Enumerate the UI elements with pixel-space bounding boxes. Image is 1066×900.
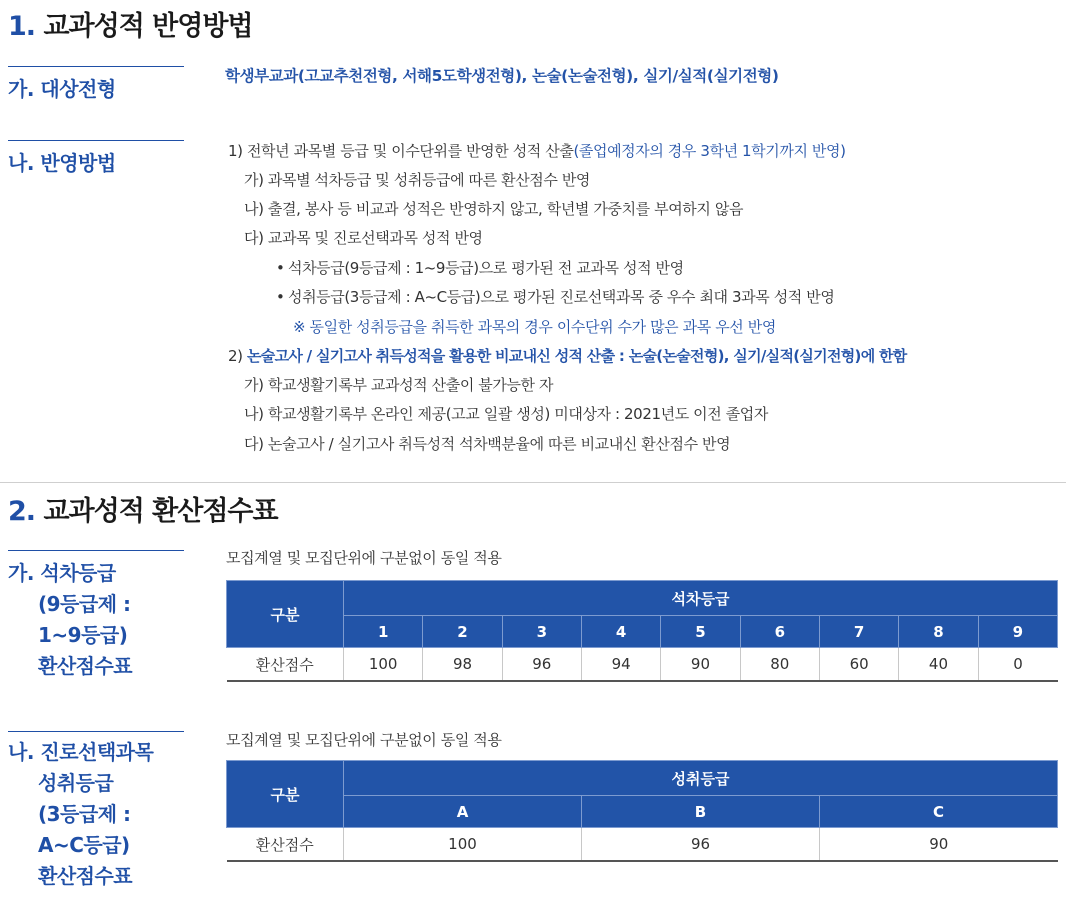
rank-grade-header: 2 [423,616,502,648]
rank-label-line: 가. 석차등급 [8,561,116,585]
achievement-grade-header: C [820,796,1058,828]
rank-score-cell: 100 [344,648,423,682]
bullet-icon: • [276,288,285,306]
achievement-group-header: 성취등급 [344,761,1058,796]
rank-label-line: (9등급제 : [38,592,131,616]
rank-score-cell: 40 [899,648,978,682]
method-item1 [228,140,846,161]
achievement-caption: 모집계열 및 모집단위에 구분없이 동일 적용 [226,731,502,749]
targets-rule [8,66,184,67]
rank-grade-header: 5 [661,616,740,648]
rank-score-cell: 98 [423,648,502,682]
section2-title: 교과성적 환산점수표 [43,496,278,527]
rank-grade-header: 1 [344,616,423,648]
achievement-label-line: 환산점수표 [38,864,133,888]
method-item2-c: 다) 논술고사 / 실기고사 취득성적 석차백분율에 따른 비교내신 환산점수 반영 [244,435,731,453]
achievement-rule [8,731,184,732]
rank-grade-header: 6 [740,616,819,648]
method-item2-a: 가) 학교생활기록부 교과성적 산출이 불가능한 자 [244,376,554,394]
rank-label [8,558,132,682]
section1-number: 1. [8,11,36,42]
achievement-label-line: A~C등급) [38,833,130,857]
rank-grade-header: 3 [502,616,581,648]
table-row [227,828,1058,862]
method-bullet1-text: 석차등급(9등급제 : 1~9등급)으로 평가된 전 교과목 성적 반영 [288,259,684,277]
achievement-score-cell: 96 [582,828,820,862]
method-item1-main: 1) 전학년 과목별 등급 및 이수단위를 반영한 성적 산출 [228,142,574,160]
method-item1-c: 다) 교과목 및 진로선택과목 성적 반영 [244,229,483,247]
rank-caption: 모집계열 및 모집단위에 구분없이 동일 적용 [226,549,502,567]
rank-score-cell: 60 [819,648,898,682]
method-bullet2 [276,286,834,307]
method-bullet2-note: ※ 동일한 성취등급을 취득한 과목의 경우 이수단위 수가 많은 과목 우선 반영 [293,318,776,336]
method-bullet1 [276,257,684,278]
section1-heading [8,4,253,43]
rank-col-header: 구분 [227,581,344,648]
rank-label-line: 1~9등급) [38,623,128,647]
method-item2-main: 논술고사 / 실기고사 취득성적을 활용한 비교내신 성적 산출 : 논술(논술전형), 실기/실적(실기전형)에 한함 [246,347,907,365]
targets-label: 가. 대상전형 [8,77,116,101]
method-label: 나. 반영방법 [8,151,116,175]
rank-grade-header: 4 [581,616,660,648]
achievement-label-line: 성취등급 [38,771,114,795]
method-item1-note: (졸업예정자의 경우 3학년 1학기까지 반영) [573,142,846,160]
method-rule [8,140,184,141]
section1-title: 교과성적 반영방법 [43,11,253,42]
rank-row-label: 환산점수 [227,648,344,682]
rank-score-cell: 80 [740,648,819,682]
rank-score-table [226,580,1058,682]
achievement-col-header: 구분 [227,761,344,828]
method-item1-a: 가) 과목별 석차등급 및 성취등급에 따른 환산점수 반영 [244,171,591,189]
rank-score-cell: 96 [502,648,581,682]
method-item2 [228,345,907,366]
rank-grade-header: 7 [819,616,898,648]
section-divider [0,482,1066,483]
rank-group-header: 석차등급 [344,581,1058,616]
method-item2-num: 2) [228,347,243,365]
achievement-score-cell: 90 [820,828,1058,862]
method-bullet2-text: 성취등급(3등급제 : A~C등급)으로 평가된 진로선택과목 중 우수 최대 3과목 성적 반영 [288,288,835,306]
rank-grade-header: 9 [978,616,1057,648]
achievement-label [8,737,153,892]
achievement-label-line: 나. 진로선택과목 [8,740,154,764]
achievement-score-cell: 100 [344,828,582,862]
rank-score-cell: 0 [978,648,1057,682]
method-item2-b: 나) 학교생활기록부 온라인 제공(고교 일괄 생성) 미대상자 : 2021년도 이전 졸업자 [244,405,768,423]
section2-number: 2. [8,496,36,527]
achievement-grade-header: B [582,796,820,828]
achievement-score-table [226,760,1058,862]
rank-label-line: 환산점수표 [38,654,133,678]
rank-rule [8,550,184,551]
table-row [227,648,1058,682]
method-item1-b: 나) 출결, 봉사 등 비교과 성적은 반영하지 않고, 학년별 가중치를 부여하지 않음 [244,200,744,218]
achievement-row-label: 환산점수 [227,828,344,862]
rank-score-cell: 94 [581,648,660,682]
targets-text: 학생부교과(고교추천전형, 서해5도학생전형), 논술(논술전형), 실기/실적(실기전형) [225,67,779,85]
rank-grade-header: 8 [899,616,978,648]
achievement-label-line: (3등급제 : [38,802,131,826]
achievement-grade-header: A [344,796,582,828]
section2-heading [8,489,278,528]
rank-score-cell: 90 [661,648,740,682]
bullet-icon: • [276,259,285,277]
